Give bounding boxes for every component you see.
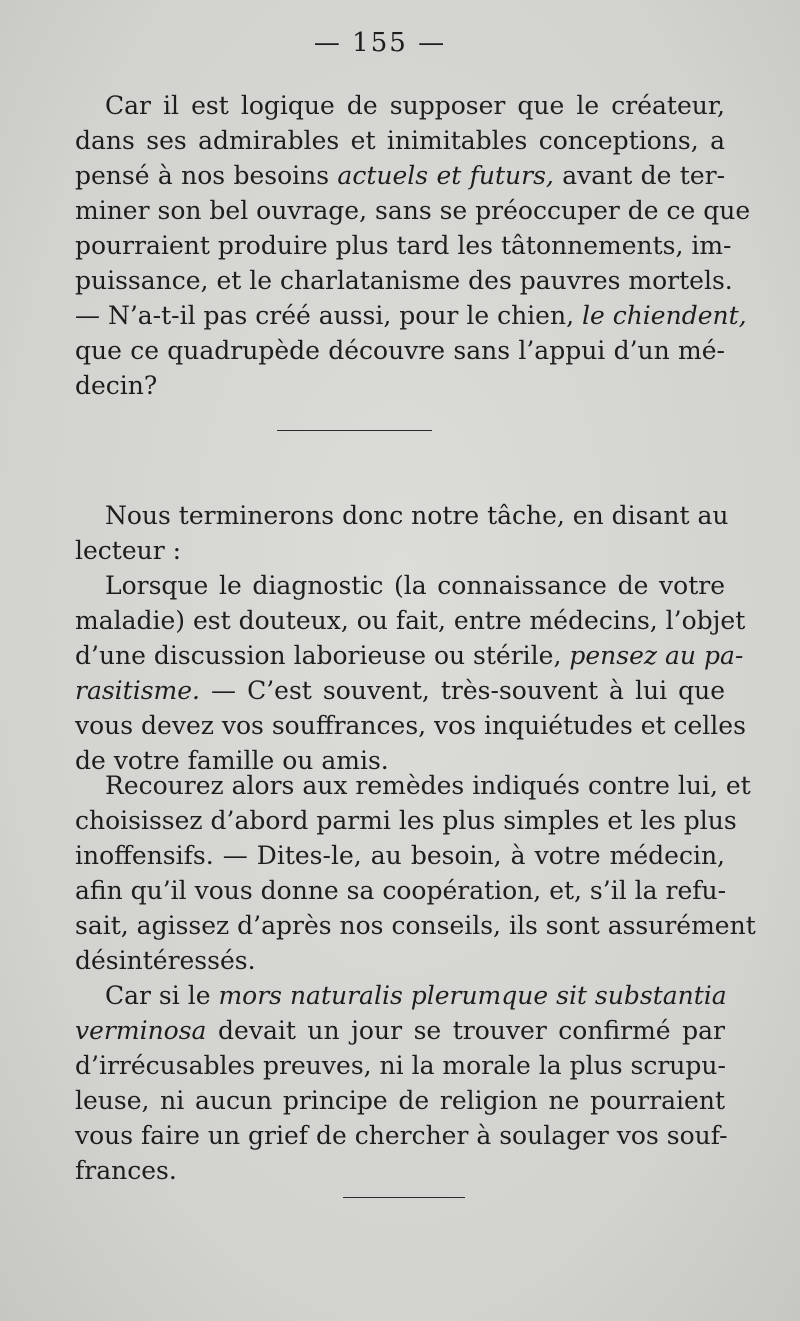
text-line: Recourez alors aux remèdes indiqués contre lui, et (105, 771, 751, 800)
text-line: frances. (75, 1156, 177, 1185)
italic-phrase: pensez au pa- (569, 641, 744, 670)
text-line (75, 978, 725, 1013)
text-line: d’irrécusables preuves, ni la morale la plus scrupu- (75, 1051, 726, 1080)
text-line (75, 673, 725, 708)
text-line: Car il est logique de supposer que le créateur, (105, 91, 725, 120)
text-line: puissance, et le charlatanisme des pauvres mortels. (75, 266, 733, 295)
text-line: Nous terminerons donc notre tâche, en disant au (105, 501, 729, 530)
italic-phrase: rasitisme. (75, 676, 200, 705)
italic-phrase: le chiendent, (581, 301, 747, 330)
paragraph-conclusion (75, 498, 746, 778)
text-line: de votre famille ou amis. (75, 746, 389, 775)
text-line: vous devez vos souffrances, vos inquiétudes et celles (75, 711, 746, 740)
text-line: Lorsque le diagnostic (la connaissance de votre (105, 571, 725, 600)
text-line: decin? (75, 371, 158, 400)
page-number: — 155 — (313, 28, 447, 58)
text-line: leuse, ni aucun principe de religion ne pourraient (75, 1086, 725, 1115)
text-line: dans ses admirables et inimitables conceptions, a (75, 126, 725, 155)
text-line: pourraient produire plus tard les tâtonnements, im- (75, 231, 732, 260)
text-line (75, 298, 747, 333)
text-span: pensé à nos besoins (75, 161, 330, 190)
end-divider (343, 1197, 465, 1198)
italic-phrase: verminosa (75, 1016, 207, 1045)
text-span: — C’est souvent, très-souvent à lui que (211, 676, 726, 705)
text-span: d’une discussion laborieuse ou stérile, (75, 641, 562, 670)
text-line (75, 1013, 725, 1048)
text-span: Car si le (105, 981, 211, 1010)
text-line (75, 638, 744, 673)
text-line (75, 158, 725, 193)
italic-phrase: mors naturalis plerumque sit substantia (218, 981, 727, 1010)
text-span: — N’a-t-il pas créé aussi, pour le chien, (75, 301, 575, 330)
text-line: miner son bel ouvrage, sans se préoccuper de ce que (75, 196, 751, 225)
text-line: vous faire un grief de chercher à soulager vos souf- (75, 1121, 728, 1150)
text-line: lecteur : (75, 536, 182, 565)
text-line: sait, agissez d’après nos conseils, ils sont assurément (75, 911, 756, 940)
text-line: désintéressés. (75, 946, 256, 975)
text-span: avant de ter- (562, 161, 726, 190)
text-line: choisissez d’abord parmi les plus simples et les plus (75, 806, 737, 835)
text-span: devait un jour se trouver confirmé par (218, 1016, 725, 1045)
paragraph-creator (75, 88, 751, 403)
section-divider (277, 430, 432, 431)
text-line: que ce quadrupède découvre sans l’appui d’un mé- (75, 336, 725, 365)
paragraph-remedies (75, 768, 756, 1188)
italic-phrase: actuels et futurs, (337, 161, 554, 190)
text-line: inoffensifs. — Dites-le, au besoin, à votre médecin, (75, 841, 725, 870)
text-line: afin qu’il vous donne sa coopération, et, s’il la refu- (75, 876, 727, 905)
text-line: maladie) est douteux, ou fait, entre médecins, l’objet (75, 606, 746, 635)
